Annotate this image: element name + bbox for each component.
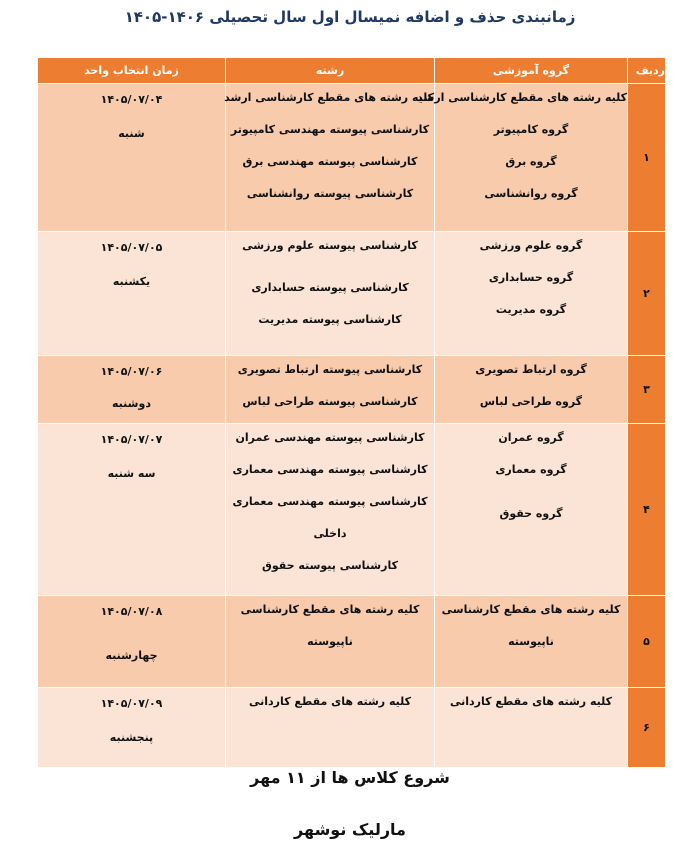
row-number: ۳: [628, 356, 666, 424]
group-line: کلیه رشته های مقطع کاردانی: [449, 695, 612, 708]
field-line: کارشناسی پیوسته مهندسی کامپیوتر: [230, 123, 430, 136]
group-cell: [435, 356, 628, 424]
group-line: گروه ارتباط تصویری: [475, 363, 587, 376]
time-cell: [38, 84, 226, 232]
field-line: کارشناسی پیوسته مهندسی معماری: [232, 463, 428, 476]
row-number: ۵: [628, 596, 666, 688]
field-cell: [226, 232, 435, 356]
field-line: کارشناسی پیوسته حسابداری: [251, 281, 409, 294]
header-field: رشته: [226, 58, 435, 84]
group-line: کلیه رشته های مقطع کارشناسی: [441, 603, 621, 616]
group-line: گروه عمران: [498, 431, 564, 444]
date-text: ۱۴۰۵/۰۷/۰۷: [100, 433, 163, 446]
field-cell: [226, 688, 435, 768]
field-line: کارشناسی پیوسته علوم ورزشی: [242, 239, 418, 252]
brand-name: مارلیک نوشهر: [294, 820, 406, 839]
field-line: کارشناسی پیوسته مهندسی برق: [242, 155, 418, 168]
group-line: گروه برق: [505, 155, 557, 168]
group-cell: [435, 232, 628, 356]
row-number: ۴: [628, 424, 666, 596]
table-row: [38, 688, 666, 768]
day-text: سه شنبه: [107, 467, 156, 480]
field-cell: [226, 356, 435, 424]
field-line: کلیه رشته های مقطع کاردانی: [248, 695, 411, 708]
field-line: کارشناسی پیوسته حقوق: [262, 559, 398, 572]
row-number: ۲: [628, 232, 666, 356]
field-line: کلیه رشته های مقطع کارشناسی ارشد: [224, 91, 434, 104]
day-text: چهارشنبه: [105, 649, 158, 662]
time-cell: [38, 356, 226, 424]
day-text: شنبه: [118, 127, 145, 140]
row-number: ۶: [628, 688, 666, 768]
field-line: کلیه رشته های مقطع کارشناسی: [240, 603, 420, 616]
date-text: ۱۴۰۵/۰۷/۰۴: [100, 93, 163, 106]
field-line: کارشناسی پیوسته مهندسی معماری: [232, 495, 428, 508]
time-cell: [38, 596, 226, 688]
date-text: ۱۴۰۵/۰۷/۰۶: [100, 365, 163, 378]
date-text: ۱۴۰۵/۰۷/۰۵: [100, 241, 163, 254]
time-cell: [38, 424, 226, 596]
field-line: کارشناسی پیوسته روانشناسی: [246, 187, 414, 200]
field-line: داخلی: [313, 527, 347, 540]
time-cell: [38, 232, 226, 356]
group-line: گروه علوم ورزشی: [479, 239, 583, 252]
field-line: کارشناسی پیوسته مهندسی عمران: [235, 431, 425, 444]
group-cell: [417, 84, 628, 232]
page-title: زمانبندی حذف و اضافه نمیسال اول سال تحصیلی ۱۴۰۶-۱۴۰۵: [124, 8, 576, 26]
header-row-number: ردیف: [628, 58, 666, 84]
day-text: یکشنبه: [112, 275, 151, 288]
table-row: [38, 356, 666, 424]
group-cell: [435, 424, 628, 596]
group-line: گروه حسابداری: [488, 271, 574, 284]
group-cell: [435, 596, 628, 688]
group-line: کلیه رشته های مقطع کارشناسی ارشد: [417, 91, 627, 104]
header-group: گروه آموزشی: [435, 58, 628, 84]
table-header-row: [38, 58, 666, 84]
time-cell: [38, 688, 226, 768]
header-time: زمان انتخاب واحد: [38, 58, 226, 84]
group-line: گروه کامپیوتر: [493, 123, 569, 136]
row-number: ۱: [628, 84, 666, 232]
field-cell: [226, 424, 435, 596]
day-text: دوشنبه: [112, 397, 151, 410]
classes-start-note: شروع کلاس ها از ۱۱ مهر: [250, 768, 450, 787]
date-text: ۱۴۰۵/۰۷/۰۹: [100, 697, 163, 710]
group-line: گروه حقوق: [499, 507, 563, 520]
group-line: گروه مدیریت: [495, 303, 567, 316]
field-line: کارشناسی پیوسته طراحی لباس: [242, 395, 418, 408]
field-line: کارشناسی پیوسته ارتباط تصویری: [237, 363, 423, 376]
schedule-table: [37, 57, 666, 768]
table-row: [38, 232, 666, 356]
field-line: کارشناسی پیوسته مدیریت: [258, 313, 402, 326]
day-text: پنجشنبه: [109, 731, 154, 744]
field-cell: [226, 596, 435, 688]
table-row: [38, 596, 666, 688]
table-row: [38, 84, 666, 232]
field-line: ناپیوسته: [307, 635, 353, 648]
date-text: ۱۴۰۵/۰۷/۰۸: [100, 605, 163, 618]
group-cell: [435, 688, 628, 768]
table-row: [38, 424, 666, 596]
group-line: گروه طراحی لباس: [479, 395, 583, 408]
group-line: ناپیوسته: [508, 635, 554, 648]
group-line: گروه روانشناسی: [484, 187, 578, 200]
group-line: گروه معماری: [495, 463, 567, 476]
field-cell: [226, 84, 435, 232]
